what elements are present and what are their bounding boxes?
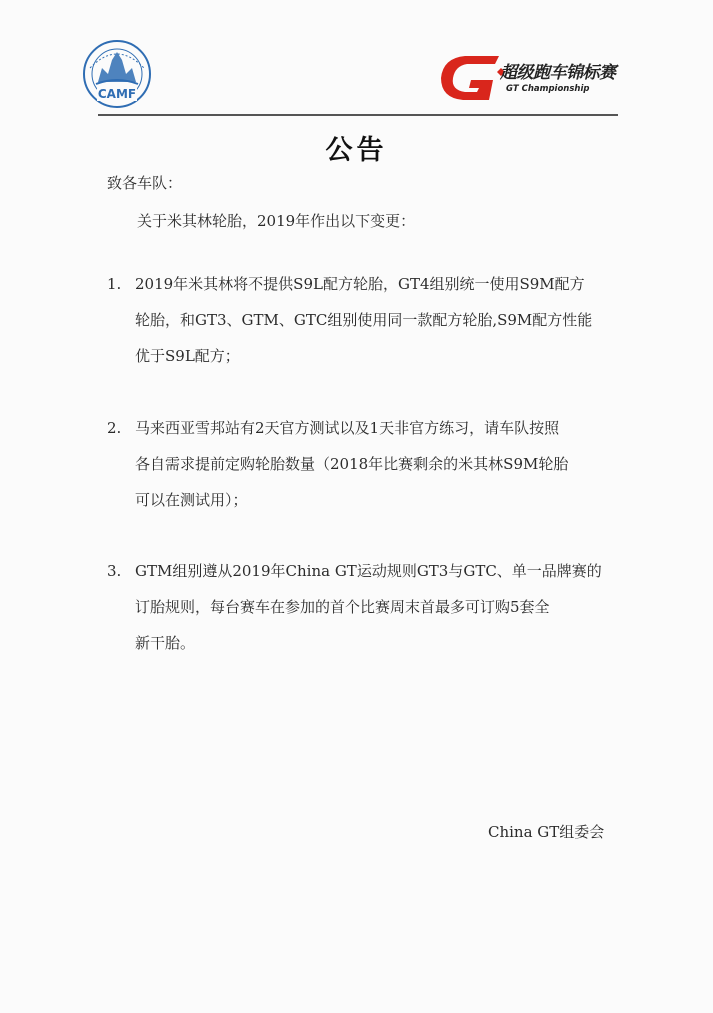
item-line: GTM组别遵从2019年China GT运动规则GT3与GTC、单一品牌赛的 bbox=[135, 562, 602, 580]
item-line: 优于S9L配方； bbox=[135, 347, 240, 365]
item-line: 轮胎，和GT3、GTM、GTC组别使用同一款配方轮胎,S9M配方性能 bbox=[135, 311, 593, 329]
salutation: 致各车队： bbox=[107, 174, 183, 192]
item-number: 2. bbox=[107, 419, 122, 437]
item-number: 1. bbox=[107, 275, 122, 293]
intro-text: 关于米其林轮胎，2019年作出以下变更： bbox=[137, 212, 416, 230]
camf-emblem-icon bbox=[76, 38, 158, 112]
item-number: 3. bbox=[107, 562, 122, 580]
item-line: 新干胎。 bbox=[135, 634, 196, 652]
letterhead bbox=[0, 0, 713, 118]
item-line: 各自需求提前定购轮胎数量（2018年比赛剩余的米其林S9M轮胎 bbox=[135, 455, 569, 473]
header-divider bbox=[98, 114, 618, 116]
item-line: 马来西亚雪邦站有2天官方测试以及1天非官方练习，请车队按照 bbox=[135, 419, 560, 437]
item-line: 可以在测试用）； bbox=[135, 491, 248, 509]
signature: China GT组委会 bbox=[488, 823, 605, 841]
item-line: 2019年米其林将不提供S9L配方轮胎，GT4组别统一使用S9M配方 bbox=[135, 275, 585, 293]
gt-title-cn: 超级跑车锦标赛 bbox=[500, 63, 616, 83]
notice-title: 公告 bbox=[325, 135, 388, 166]
item-line: 订胎规则，每台赛车在参加的首个比赛周末首最多可订购5套全 bbox=[135, 598, 550, 616]
gt-title-en: GT Championship bbox=[506, 84, 590, 94]
camf-logo-text: CAMF bbox=[97, 87, 137, 101]
